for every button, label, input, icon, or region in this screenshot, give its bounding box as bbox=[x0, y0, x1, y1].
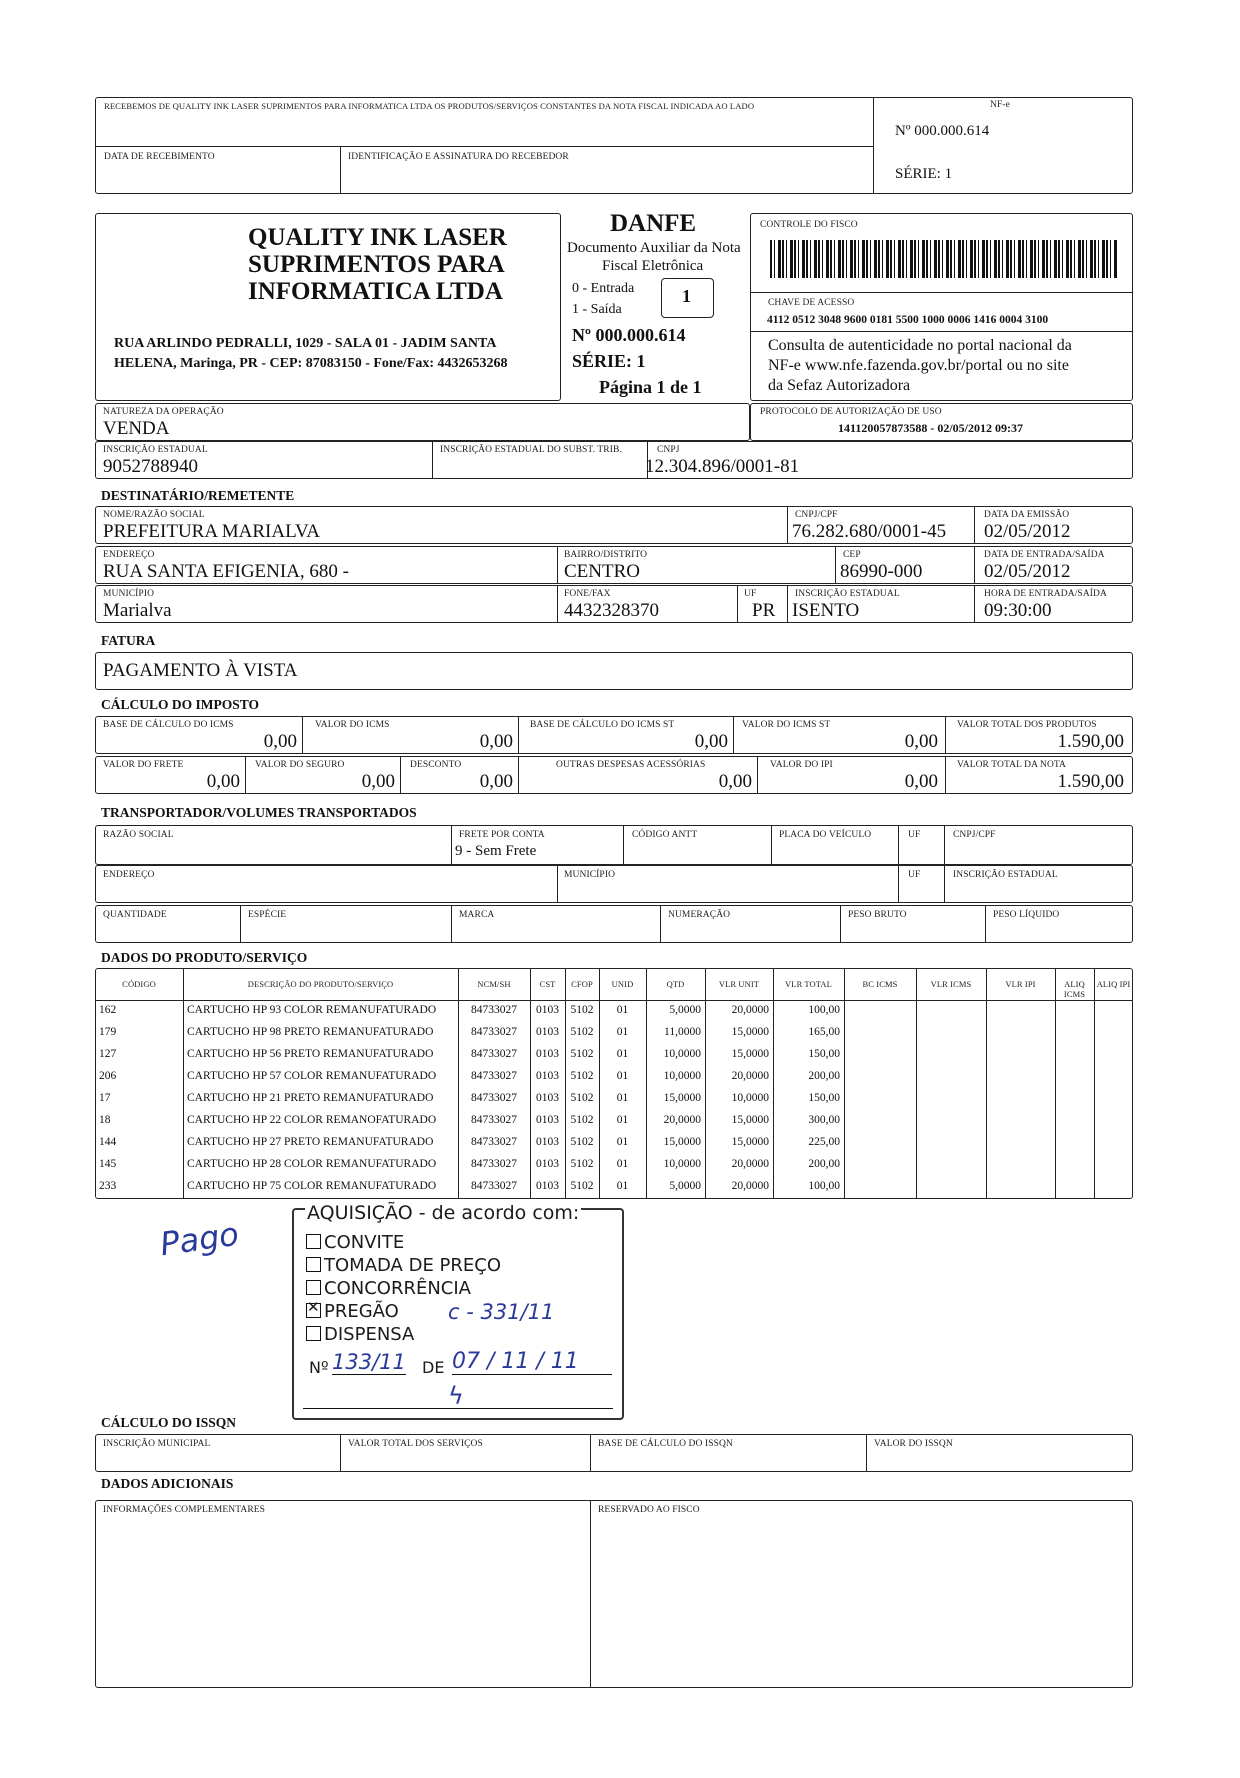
produtos-cell-qtd: 20,0000 bbox=[663, 1114, 701, 1126]
natureza-value: VENDA bbox=[103, 418, 170, 439]
issqn-valor-label: VALOR DO ISSQN bbox=[874, 1439, 953, 1449]
produtos-header-ncm: NCM/SH bbox=[477, 979, 511, 989]
receipt-divider-v bbox=[873, 97, 874, 194]
issqn-base-label: BASE DE CÁLCULO DO ISSQN bbox=[598, 1439, 733, 1449]
produtos-cell-cfop: 5102 bbox=[570, 1026, 594, 1038]
produtos-header-vlr-ipi: VLR IPI bbox=[1005, 979, 1036, 989]
barcode bbox=[770, 240, 1118, 278]
produtos-col-divider bbox=[646, 968, 647, 1199]
produtos-cell-descricao: CARTUCHO HP 22 COLOR REMANOFATURADO bbox=[187, 1114, 437, 1126]
handwritten-paid: Pago bbox=[157, 1214, 242, 1264]
produtos-cell-descricao: CARTUCHO HP 57 COLOR REMANUFATURADO bbox=[187, 1070, 437, 1082]
dest-endereco-label: ENDEREÇO bbox=[103, 550, 155, 560]
stamp-numero: 133/11 bbox=[332, 1350, 406, 1374]
produtos-cell-vlr-unit: 10,0000 bbox=[731, 1092, 769, 1104]
tr-d8 bbox=[944, 865, 945, 903]
produtos-col-divider bbox=[986, 968, 987, 1199]
produtos-section: DADOS DO PRODUTO/SERVIÇO bbox=[101, 950, 308, 965]
produtos-col-divider bbox=[565, 968, 566, 1199]
produtos-cell-descricao: CARTUCHO HP 27 PRETO REMANUFATURADO bbox=[187, 1136, 434, 1148]
stamp-de-label: DE bbox=[422, 1358, 445, 1377]
dest-div-4 bbox=[835, 546, 836, 584]
produtos-cell-qtd: 15,0000 bbox=[663, 1136, 701, 1148]
dest-div-9 bbox=[974, 585, 975, 623]
dest-ie-label: INSCRIÇÃO ESTADUAL bbox=[795, 589, 900, 599]
imp-desconto-label: DESCONTO bbox=[410, 760, 462, 770]
transp-ie-label: INSCRIÇÃO ESTADUAL bbox=[953, 870, 1058, 880]
stamp-option-tomada bbox=[306, 1255, 501, 1276]
produtos-header-cst: CST bbox=[539, 979, 556, 989]
tr-d2 bbox=[623, 825, 624, 865]
produtos-col-divider bbox=[1094, 968, 1095, 1199]
imp-d2 bbox=[518, 716, 519, 754]
produtos-col-divider bbox=[1055, 968, 1056, 1199]
produtos-cell-ncm: 84733027 bbox=[471, 1048, 517, 1060]
produtos-col-divider bbox=[844, 968, 845, 1199]
transp-cnpj-label: CNPJ/CPF bbox=[953, 830, 996, 840]
receipt-signature-label: IDENTIFICAÇÃO E ASSINATURA DO RECEBEDOR bbox=[348, 152, 569, 162]
produtos-cell-cst: 0103 bbox=[536, 1114, 559, 1126]
produtos-cell-vlr-total: 225,00 bbox=[808, 1136, 840, 1148]
produtos-header-bc-icms: BC ICMS bbox=[862, 979, 898, 989]
produtos-cell-codigo: 144 bbox=[99, 1136, 117, 1148]
receipt-divider-v2 bbox=[340, 146, 341, 194]
produtos-cell-vlr-unit: 20,0000 bbox=[731, 1070, 769, 1082]
produtos-header-qtd: QTD bbox=[666, 979, 685, 989]
transp-placa-label: PLACA DO VEÍCULO bbox=[779, 830, 872, 840]
fisco-chave: 4112 0512 3048 9600 0181 5500 1000 0006 1416 0004 3100 bbox=[767, 314, 1049, 326]
tr-d10 bbox=[451, 905, 452, 943]
imp-base-st-label: BASE DE CÁLCULO DO ICMS ST bbox=[530, 720, 675, 730]
protocolo-label: PROTOCOLO DE AUTORIZAÇÃO DE USO bbox=[760, 407, 942, 417]
produtos-header-aliq-icms: ALIQ ICMS bbox=[1063, 979, 1086, 999]
produtos-header-cfop: CFOP bbox=[571, 979, 593, 989]
dest-uf: PR bbox=[752, 600, 776, 621]
produtos-cell-cfop: 5102 bbox=[570, 1136, 594, 1148]
imp-d3 bbox=[733, 716, 734, 754]
emitter-address-1: RUA ARLINDO PEDRALLI, 1029 - SALA 01 - JADIM SANTA bbox=[114, 336, 497, 351]
dest-ie: ISENTO bbox=[792, 600, 860, 621]
imp-desconto-value: 0,00 bbox=[479, 771, 513, 792]
dest-cnpj-label: CNPJ/CPF bbox=[795, 510, 838, 520]
transp-frete-label: FRETE POR CONTA bbox=[459, 830, 545, 840]
produtos-col-divider bbox=[183, 968, 184, 1199]
dest-hora-label: HORA DE ENTRADA/SAÍDA bbox=[984, 589, 1107, 599]
stamp-tomada-label: TOMADA DE PREÇO bbox=[324, 1255, 502, 1276]
transp-endereco-label: ENDEREÇO bbox=[103, 870, 155, 880]
stamp-option-convite bbox=[306, 1232, 404, 1253]
dest-div-5 bbox=[974, 546, 975, 584]
stamp-signature-icon: ϟ bbox=[448, 1382, 464, 1410]
produtos-cell-unid: 01 bbox=[616, 1048, 629, 1060]
receipt-nfe-label: NF-e bbox=[990, 100, 1010, 110]
checkbox-convite-icon bbox=[306, 1234, 321, 1249]
produtos-cell-vlr-total: 150,00 bbox=[808, 1048, 840, 1060]
dest-emissao: 02/05/2012 bbox=[984, 521, 1071, 542]
produtos-cell-unid: 01 bbox=[616, 1004, 629, 1016]
produtos-header-vlr-total: VLR TOTAL bbox=[785, 979, 832, 989]
imp-outras-value: 0,00 bbox=[718, 771, 752, 792]
produtos-cell-codigo: 162 bbox=[99, 1004, 117, 1016]
fatura-text: PAGAMENTO À VISTA bbox=[103, 660, 298, 681]
tr-d5 bbox=[944, 825, 945, 865]
produtos-col-divider bbox=[458, 968, 459, 1199]
dest-fone-label: FONE/FAX bbox=[564, 589, 611, 599]
produtos-cell-vlr-total: 100,00 bbox=[808, 1004, 840, 1016]
transp-marca-label: MARCA bbox=[459, 910, 495, 920]
produtos-cell-descricao: CARTUCHO HP 98 PRETO REMANUFATURADO bbox=[187, 1026, 434, 1038]
imp-total-nota-label: VALOR TOTAL DA NOTA bbox=[957, 760, 1067, 770]
produtos-cell-ncm: 84733027 bbox=[471, 1180, 517, 1192]
transp-uf2-label: UF bbox=[908, 870, 921, 880]
dest-bairro: CENTRO bbox=[564, 561, 640, 582]
dest-hora: 09:30:00 bbox=[984, 600, 1052, 621]
produtos-cell-qtd: 10,0000 bbox=[663, 1158, 701, 1170]
dest-cnpj: 76.282.680/0001-45 bbox=[792, 521, 947, 542]
imposto-section: CÁLCULO DO IMPOSTO bbox=[101, 697, 260, 712]
adicionais-divider bbox=[590, 1500, 591, 1688]
dest-entrada: 02/05/2012 bbox=[984, 561, 1071, 582]
receipt-text: RECEBEMOS DE QUALITY INK LASER SUPRIMENTOS PARA INFORMATICA LTDA OS PRODUTOS/SERVIÇOS CONSTANTES DA NOTA FISCAL INDICADA AO LADO bbox=[104, 101, 755, 111]
tr-d7 bbox=[898, 865, 899, 903]
produtos-cell-vlr-total: 200,00 bbox=[808, 1158, 840, 1170]
dest-fone: 4432328370 bbox=[564, 600, 659, 621]
transp-frete: 9 - Sem Frete bbox=[455, 843, 537, 859]
stamp-option-pregao bbox=[306, 1298, 399, 1322]
adicionais-fisco-label: RESERVADO AO FISCO bbox=[598, 1505, 700, 1515]
produtos-cell-cfop: 5102 bbox=[570, 1092, 594, 1104]
produtos-header-aliq-ipi: ALIQ IPI bbox=[1096, 979, 1131, 989]
produtos-cell-qtd: 15,0000 bbox=[663, 1092, 701, 1104]
dest-emissao-label: DATA DA EMISSÃO bbox=[984, 510, 1070, 520]
stamp-concorrencia-label: CONCORRÊNCIA bbox=[324, 1278, 471, 1299]
fisco-consulta-3: da Sefaz Autorizadora bbox=[768, 377, 911, 394]
produtos-col-divider bbox=[705, 968, 706, 1199]
dest-div-7 bbox=[737, 585, 738, 623]
issqn-section: CÁLCULO DO ISSQN bbox=[101, 1415, 237, 1430]
produtos-cell-ncm: 84733027 bbox=[471, 1136, 517, 1148]
produtos-cell-vlr-total: 165,00 bbox=[808, 1026, 840, 1038]
produtos-header-codigo: CÓDIGO bbox=[122, 979, 156, 989]
fisco-controle-label: CONTROLE DO FISCO bbox=[760, 220, 858, 230]
adicionais-box bbox=[95, 1500, 1133, 1688]
produtos-cell-descricao: CARTUCHO HP 56 PRETO REMANUFATURADO bbox=[187, 1048, 434, 1060]
ie-label: INSCRIÇÃO ESTADUAL bbox=[103, 445, 208, 455]
produtos-cell-unid: 01 bbox=[616, 1070, 629, 1082]
fisco-consulta-2: NF-e www.nfe.fazenda.gov.br/portal ou no site bbox=[768, 357, 1069, 374]
produtos-cell-cst: 0103 bbox=[536, 1180, 559, 1192]
produtos-cell-cfop: 5102 bbox=[570, 1114, 594, 1126]
produtos-col-divider bbox=[773, 968, 774, 1199]
stamp-option-concorrencia bbox=[306, 1278, 471, 1299]
imp-total-prod-value: 1.590,00 bbox=[1057, 731, 1124, 752]
receipt-serie: SÉRIE: 1 bbox=[895, 166, 953, 182]
dest-cep-label: CEP bbox=[843, 550, 861, 560]
produtos-cell-descricao: CARTUCHO HP 21 PRETO REMANUFATURADO bbox=[187, 1092, 434, 1104]
dest-div-3 bbox=[557, 546, 558, 584]
transp-especie-label: ESPÉCIE bbox=[248, 910, 287, 920]
imp-total-prod-label: VALOR TOTAL DOS PRODUTOS bbox=[957, 720, 1097, 730]
produtos-cell-qtd: 11,0000 bbox=[664, 1026, 701, 1038]
receipt-number: Nº 000.000.614 bbox=[895, 123, 990, 139]
imp-seguro-value: 0,00 bbox=[361, 771, 395, 792]
danfe-pagina: Página 1 de 1 bbox=[599, 377, 702, 397]
produtos-cell-cfop: 5102 bbox=[570, 1048, 594, 1060]
emitter-address-2: HELENA, Maringa, PR - CEP: 87083150 - Fone/Fax: 4432653268 bbox=[114, 356, 508, 371]
checkbox-tomada-icon bbox=[306, 1257, 321, 1272]
natureza-label: NATUREZA DA OPERAÇÃO bbox=[103, 407, 224, 417]
produtos-header-vlr-icms: VLR ICMS bbox=[930, 979, 972, 989]
fisco-chave-label: CHAVE DE ACESSO bbox=[768, 298, 855, 308]
transp-antt-label: CÓDIGO ANTT bbox=[632, 830, 698, 840]
produtos-cell-cst: 0103 bbox=[536, 1158, 559, 1170]
imp-d6 bbox=[400, 756, 401, 794]
transp-peso-bruto-label: PESO BRUTO bbox=[848, 910, 907, 920]
produtos-cell-vlr-unit: 15,0000 bbox=[731, 1026, 769, 1038]
produtos-cell-vlr-unit: 15,0000 bbox=[731, 1136, 769, 1148]
dest-div-8 bbox=[787, 585, 788, 623]
transportador-section: TRANSPORTADOR/VOLUMES TRANSPORTADOS bbox=[101, 805, 417, 820]
danfe-number: Nº 000.000.614 bbox=[572, 325, 686, 345]
produtos-cell-cst: 0103 bbox=[536, 1004, 559, 1016]
produtos-cell-ncm: 84733027 bbox=[471, 1004, 517, 1016]
fisco-divider-2 bbox=[750, 331, 1133, 332]
produtos-cell-qtd: 5,0000 bbox=[669, 1004, 701, 1016]
imp-d1 bbox=[302, 716, 303, 754]
emitter-name: QUALITY INK LASER SUPRIMENTOS PARA INFORMATICA LTDA bbox=[248, 224, 507, 305]
stamp-title: AQUISIÇÃO - de acordo com: bbox=[307, 1202, 580, 1224]
dest-div-2 bbox=[974, 506, 975, 544]
imp-d9 bbox=[945, 756, 946, 794]
produtos-header-unid: UNID bbox=[611, 979, 634, 989]
tr-d9 bbox=[240, 905, 241, 943]
transp-municipio-label: MUNICÍPIO bbox=[564, 870, 616, 880]
receipt-date-label: DATA DE RECEBIMENTO bbox=[104, 152, 215, 162]
imp-icms-st-value: 0,00 bbox=[904, 731, 938, 752]
produtos-cell-cfop: 5102 bbox=[570, 1004, 594, 1016]
cnpj-value: 12.304.896/0001-81 bbox=[645, 456, 800, 477]
dest-div-1 bbox=[787, 506, 788, 544]
imp-d8 bbox=[757, 756, 758, 794]
stamp-convite-label: CONVITE bbox=[324, 1232, 405, 1253]
transp-quantidade-label: QUANTIDADE bbox=[103, 910, 167, 920]
tr-d11 bbox=[660, 905, 661, 943]
produtos-cell-qtd: 5,0000 bbox=[669, 1180, 701, 1192]
produtos-cell-codigo: 18 bbox=[99, 1114, 111, 1126]
imp-d4 bbox=[945, 716, 946, 754]
produtos-cell-codigo: 127 bbox=[99, 1048, 117, 1060]
protocolo-value: 141120057873588 - 02/05/2012 09:37 bbox=[838, 421, 1023, 435]
produtos-cell-descricao: CARTUCHO HP 93 COLOR REMANUFATURADO bbox=[187, 1004, 437, 1016]
imp-icms-label: VALOR DO ICMS bbox=[315, 720, 390, 730]
imp-icms-st-label: VALOR DO ICMS ST bbox=[742, 720, 831, 730]
produtos-cell-cfop: 5102 bbox=[570, 1070, 594, 1082]
issqn-d2 bbox=[590, 1434, 591, 1472]
produtos-col-divider bbox=[916, 968, 917, 1199]
produtos-cell-vlr-unit: 15,0000 bbox=[731, 1114, 769, 1126]
imp-ipi-label: VALOR DO IPI bbox=[770, 760, 833, 770]
adicionais-section: DADOS ADICIONAIS bbox=[101, 1476, 234, 1491]
dest-endereco: RUA SANTA EFIGENIA, 680 - bbox=[103, 561, 350, 582]
produtos-cell-ncm: 84733027 bbox=[471, 1092, 517, 1104]
produtos-cell-codigo: 179 bbox=[99, 1026, 117, 1038]
danfe-subtitle-1: Documento Auxiliar da Nota bbox=[567, 240, 741, 256]
cnpj-label: CNPJ bbox=[657, 445, 680, 455]
imp-d7 bbox=[518, 756, 519, 794]
transp-peso-liquido-label: PESO LÍQUIDO bbox=[993, 910, 1060, 920]
produtos-cell-unid: 01 bbox=[616, 1136, 629, 1148]
imp-frete-label: VALOR DO FRETE bbox=[103, 760, 184, 770]
produtos-cell-unid: 01 bbox=[616, 1158, 629, 1170]
danfe-saida: 1 - Saída bbox=[572, 302, 622, 317]
dest-nome-label: NOME/RAZÃO SOCIAL bbox=[103, 510, 205, 520]
produtos-cell-vlr-unit: 15,0000 bbox=[731, 1048, 769, 1060]
imp-base-value: 0,00 bbox=[263, 731, 297, 752]
produtos-header-descricao: DESCRIÇÃO DO PRODUTO/SERVIÇO bbox=[247, 979, 394, 989]
tr-d13 bbox=[985, 905, 986, 943]
checkbox-pregao-checked-icon: ✕ bbox=[307, 1298, 320, 1316]
tr-d1 bbox=[451, 825, 452, 865]
imp-base-label: BASE DE CÁLCULO DO ICMS bbox=[103, 720, 234, 730]
transp-numeracao-label: NUMERAÇÃO bbox=[668, 910, 731, 920]
tr-d3 bbox=[771, 825, 772, 865]
produtos-cell-unid: 01 bbox=[616, 1180, 629, 1192]
transp-uf-label: UF bbox=[908, 830, 921, 840]
dest-bairro-label: BAIRRO/DISTRITO bbox=[564, 550, 648, 560]
produtos-cell-unid: 01 bbox=[616, 1026, 629, 1038]
produtos-cell-ncm: 84733027 bbox=[471, 1158, 517, 1170]
checkbox-concorrencia-icon bbox=[306, 1280, 321, 1295]
stamp-date: 07 / 11 / 11 bbox=[452, 1349, 612, 1375]
tr-d12 bbox=[840, 905, 841, 943]
dest-cep: 86990-000 bbox=[840, 561, 923, 582]
produtos-cell-vlr-unit: 20,0000 bbox=[731, 1004, 769, 1016]
produtos-cell-ncm: 84733027 bbox=[471, 1070, 517, 1082]
produtos-cell-descricao: CARTUCHO HP 75 COLOR REMANUFATURADO bbox=[187, 1180, 437, 1192]
produtos-cell-vlr-total: 100,00 bbox=[808, 1180, 840, 1192]
fisco-consulta-1: Consulta de autenticidade no portal nacional da bbox=[768, 337, 1072, 354]
stamp-pregao-label: PREGÃO bbox=[324, 1301, 399, 1322]
produtos-cell-unid: 01 bbox=[616, 1114, 629, 1126]
produtos-cell-vlr-total: 200,00 bbox=[808, 1070, 840, 1082]
imp-total-nota-value: 1.590,00 bbox=[1057, 771, 1124, 792]
dest-uf-label: UF bbox=[744, 589, 757, 599]
tr-d6 bbox=[557, 865, 558, 903]
produtos-cell-cfop: 5102 bbox=[570, 1180, 594, 1192]
stamp-option-dispensa bbox=[306, 1324, 414, 1345]
produtos-cell-codigo: 206 bbox=[99, 1070, 117, 1082]
produtos-cell-codigo: 145 bbox=[99, 1158, 117, 1170]
fatura-section: FATURA bbox=[101, 633, 156, 648]
produtos-cell-vlr-total: 150,00 bbox=[808, 1092, 840, 1104]
imp-base-st-value: 0,00 bbox=[694, 731, 728, 752]
danfe-title: DANFE bbox=[610, 210, 697, 237]
dest-nome: PREFEITURA MARIALVA bbox=[103, 521, 320, 542]
dest-entrada-label: DATA DE ENTRADA/SAÍDA bbox=[984, 550, 1105, 560]
produtos-cell-cst: 0103 bbox=[536, 1026, 559, 1038]
ie-value: 9052788940 bbox=[103, 456, 198, 477]
produtos-cell-cst: 0103 bbox=[536, 1048, 559, 1060]
danfe-entrada: 0 - Entrada bbox=[572, 281, 635, 296]
stamp-numero-prefix: Nº bbox=[309, 1358, 329, 1377]
destinatario-section: DESTINATÁRIO/REMETENTE bbox=[101, 488, 295, 503]
produtos-cell-vlr-unit: 20,0000 bbox=[731, 1158, 769, 1170]
produtos-cell-cst: 0103 bbox=[536, 1092, 559, 1104]
stamp-pregao-note: c - 331/11 bbox=[448, 1300, 555, 1324]
receipt-divider bbox=[95, 146, 873, 147]
tr-d4 bbox=[898, 825, 899, 865]
issqn-d3 bbox=[866, 1434, 867, 1472]
produtos-cell-cst: 0103 bbox=[536, 1070, 559, 1082]
produtos-cell-descricao: CARTUCHO HP 28 COLOR REMANUFATURADO bbox=[187, 1158, 437, 1170]
produtos-cell-ncm: 84733027 bbox=[471, 1114, 517, 1126]
produtos-cell-qtd: 10,0000 bbox=[663, 1048, 701, 1060]
danfe-serie: SÉRIE: 1 bbox=[572, 351, 646, 371]
produtos-cell-vlr-total: 300,00 bbox=[808, 1114, 840, 1126]
danfe-tipo: 1 bbox=[682, 286, 691, 306]
produtos-cell-unid: 01 bbox=[616, 1092, 629, 1104]
danfe-subtitle-2: Fiscal Eletrônica bbox=[602, 258, 704, 274]
produtos-cell-codigo: 17 bbox=[99, 1092, 111, 1104]
ie-divider bbox=[432, 441, 433, 479]
imp-frete-value: 0,00 bbox=[206, 771, 240, 792]
imp-outras-label: OUTRAS DESPESAS ACESSÓRIAS bbox=[556, 760, 706, 770]
dest-municipio: Marialva bbox=[103, 600, 172, 621]
produtos-cell-codigo: 233 bbox=[99, 1180, 117, 1192]
produtos-cell-qtd: 10,0000 bbox=[663, 1070, 701, 1082]
produtos-cell-ncm: 84733027 bbox=[471, 1026, 517, 1038]
adicionais-info-label: INFORMAÇÕES COMPLEMENTARES bbox=[103, 1505, 266, 1515]
imp-seguro-label: VALOR DO SEGURO bbox=[255, 760, 345, 770]
produtos-cell-cst: 0103 bbox=[536, 1136, 559, 1148]
produtos-header-vlr-unit: VLR UNIT bbox=[718, 979, 760, 989]
transp-razao-label: RAZÃO SOCIAL bbox=[103, 830, 174, 840]
produtos-header-line bbox=[95, 1000, 1133, 1001]
produtos-col-divider bbox=[530, 968, 531, 1199]
fisco-divider bbox=[750, 292, 1133, 293]
ie-st-label: INSCRIÇÃO ESTADUAL DO SUBST. TRIB. bbox=[440, 445, 622, 455]
imp-icms-value: 0,00 bbox=[479, 731, 513, 752]
issqn-inscricao-label: INSCRIÇÃO MUNICIPAL bbox=[103, 1439, 211, 1449]
checkbox-dispensa-icon bbox=[306, 1326, 321, 1341]
dest-municipio-label: MUNICÍPIO bbox=[103, 589, 155, 599]
produtos-cell-vlr-unit: 20,0000 bbox=[731, 1180, 769, 1192]
imp-ipi-value: 0,00 bbox=[904, 771, 938, 792]
produtos-col-divider bbox=[599, 968, 600, 1199]
issqn-d1 bbox=[340, 1434, 341, 1472]
imp-d5 bbox=[245, 756, 246, 794]
issqn-total-servicos-label: VALOR TOTAL DOS SERVIÇOS bbox=[348, 1439, 483, 1449]
dest-div-6 bbox=[557, 585, 558, 623]
produtos-cell-cfop: 5102 bbox=[570, 1158, 594, 1170]
stamp-dispensa-label: DISPENSA bbox=[324, 1324, 415, 1345]
